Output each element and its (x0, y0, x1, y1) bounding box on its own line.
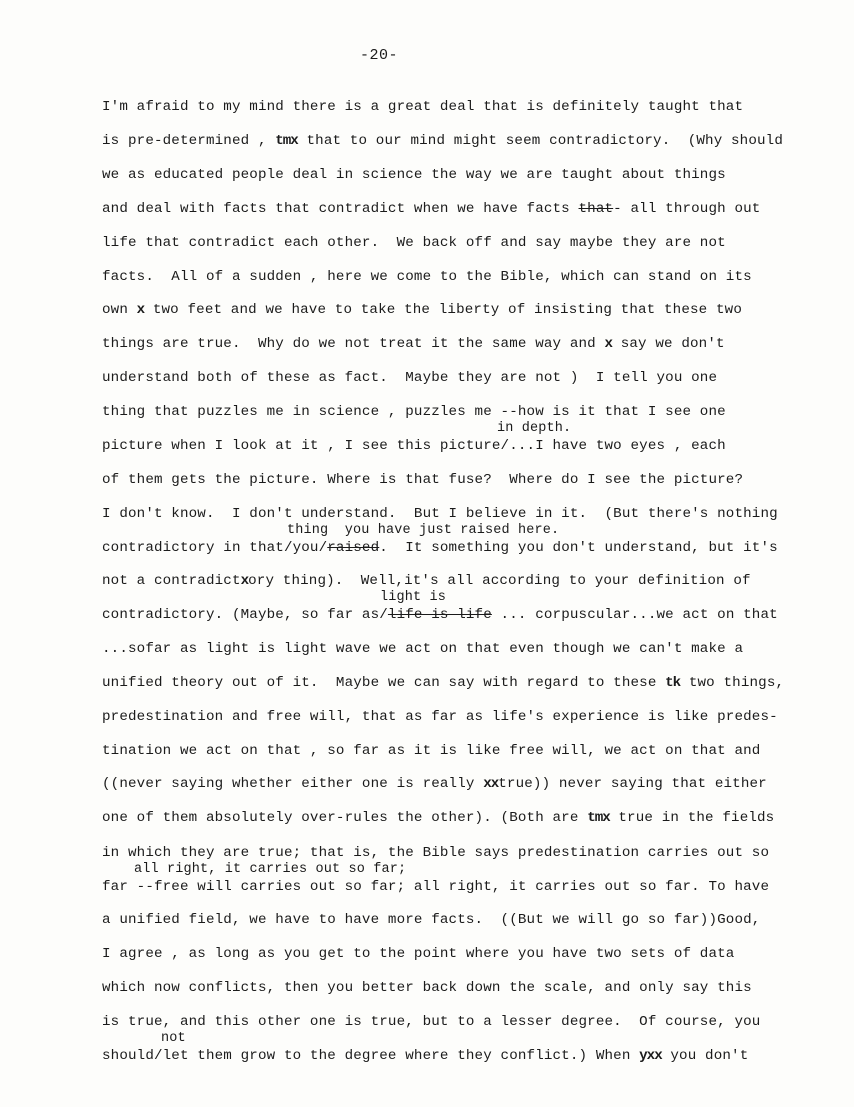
text-line: facts. All of a sudden , here we come to the Bible, which can stand on its (102, 269, 752, 285)
text-line: predestination and free will, that as far as life's experience is like predes- (102, 709, 778, 725)
interlinear-insertion: in depth. (497, 421, 572, 436)
text-line: contradictory in that/you/raised. It something you don't understand, but it's (102, 540, 778, 556)
typed-over-mark: xx (483, 776, 499, 792)
text-line: picture when I look at it , I see this picture/...I have two eyes , each (102, 438, 726, 454)
text-line: and deal with facts that contradict when we have facts that- all through out (102, 201, 761, 217)
text-line: we as educated people deal in science the way we are taught about things (102, 167, 726, 183)
interlinear-insertion: thing you have just raised here. (287, 523, 560, 538)
typed-over-mark: tmx (587, 810, 610, 826)
text-line: ...sofar as light is light wave we act on that even though we can't make a (102, 641, 744, 657)
typed-over-mark: x (604, 336, 613, 352)
typed-over-mark: tmx (275, 133, 298, 149)
interlinear-insertion: all right, it carries out so far; (134, 862, 407, 877)
text-line: not a contradictxory thing). Well,it's all according to your definition of (102, 573, 751, 589)
text-line: things are true. Why do we not treat it the same way and x say we don't (102, 336, 725, 352)
struck-text: that (578, 201, 614, 217)
text-line: of them gets the picture. Where is that fuse? Where do I see the picture? (102, 472, 744, 488)
text-line: I don't know. I don't understand. But I believe in it. (But there's nothing (102, 506, 778, 522)
text-line: unified theory out of it. Maybe we can say with regard to these tk two things, (102, 675, 785, 691)
typed-over-mark: x (136, 302, 145, 318)
text-line: far --free will carries out so far; all right, it carries out so far. To have (102, 879, 770, 895)
text-line: one of them absolutely over-rules the other). (Both are tmx true in the fields (102, 810, 775, 826)
interlinear-insertion: light is (380, 590, 447, 605)
text-line: life that contradict each other. We back off and say maybe they are not (102, 235, 726, 251)
text-line: ((never saying whether either one is really xxtrue)) never saying that either (102, 776, 767, 792)
text-line: is true, and this other one is true, but to a lesser degree. Of course, you (102, 1014, 761, 1030)
text-line: I agree , as long as you get to the point where you have two sets of data (102, 946, 735, 962)
page-number: -20- (360, 47, 399, 64)
text-line: understand both of these as fact. Maybe they are not ) I tell you one (102, 370, 718, 386)
typed-over-mark: x (240, 573, 249, 589)
struck-text: life is life (387, 607, 492, 623)
text-line: I'm afraid to my mind there is a great deal that is definitely taught that (102, 99, 744, 115)
text-line: thing that puzzles me in science , puzzles me --how is it that I see one (102, 404, 726, 420)
text-line: own x two feet and we have to take the liberty of insisting that these two (102, 302, 742, 318)
typed-over-mark: yxx (639, 1048, 662, 1064)
text-line: a unified field, we have to have more facts. ((But we will go so far))Good, (102, 912, 761, 928)
text-line: which now conflicts, then you better back down the scale, and only say this (102, 980, 752, 996)
text-line: is pre-determined , tmx that to our mind might seem contradictory. (Why should (102, 133, 784, 149)
interlinear-insertion: not (161, 1031, 186, 1046)
text-line: in which they are true; that is, the Bible says predestination carries out so (102, 845, 770, 861)
typed-over-mark: tk (665, 675, 681, 691)
text-line: contradictory. (Maybe, so far as/life is life ... corpuscular...we act on that (102, 607, 778, 623)
text-line: should/let them grow to the degree where they conflict.) When yxx you don't (102, 1048, 749, 1064)
text-line: tination we act on that , so far as it is like free will, we act on that and (102, 743, 761, 759)
struck-text: raised (327, 540, 380, 556)
